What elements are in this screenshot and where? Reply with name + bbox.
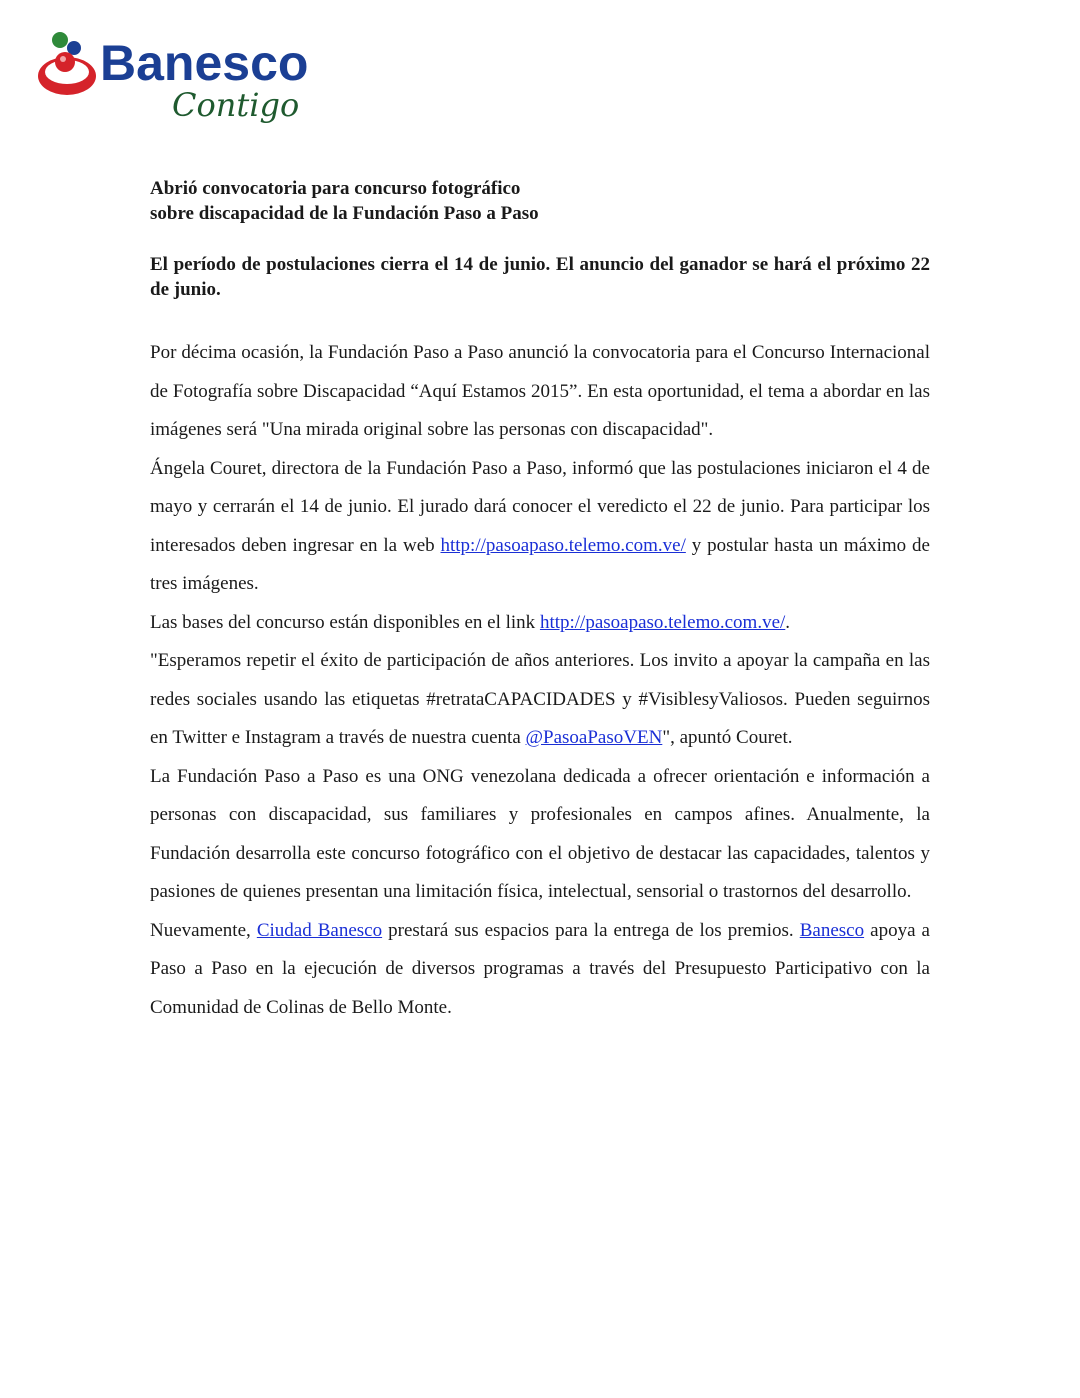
headline-line-1: Abrió convocatoria para concurso fotográfico bbox=[150, 178, 521, 199]
paragraph-2-after: y postular hasta un máximo de tres imágenes. bbox=[150, 534, 930, 594]
ciudad-banesco-link[interactable]: Ciudad Banesco bbox=[256, 919, 383, 941]
paragraph-3 bbox=[150, 604, 930, 643]
paragraph-5: La Fundación Paso a Paso es una ONG venezolana dedicada a ofrecer orientación e información a personas con discapacidad, sus familiares y profesionales en campos afines. Anualmente, la Fundación desarrolla este concurso fotográfico con el objetivo de destacar las capacidades, talentos y pasiones de quienes presentan una limitación física, intelectual, sensorial o trastornos del desarrollo. bbox=[150, 765, 930, 902]
paragraph-3-after: . bbox=[785, 611, 791, 633]
paragraph-1: Por décima ocasión, la Fundación Paso a Paso anunció la convocatoria para el Concurso Internacional de Fotografía sobre Discapacidad “Aquí Estamos 2015”. En esta oportunidad, el tema a abordar en las imágenes será "Una mirada original sobre las personas con discapacidad". bbox=[150, 342, 930, 440]
banesco-emblem-icon bbox=[38, 32, 96, 95]
subheadline: El período de postulaciones cierra el 14 de junio. El anuncio del ganador se hará el próximo 22 de junio. bbox=[150, 254, 930, 300]
banesco-logo bbox=[34, 28, 364, 138]
pasoapasoven-link[interactable]: @PasoaPasoVEN bbox=[525, 727, 663, 748]
paragraph-6 bbox=[150, 912, 930, 1028]
logo-tagline-text: Contigo bbox=[172, 86, 300, 124]
pasoapaso-link[interactable]: http://pasoapaso.telemo.com.ve/ bbox=[440, 534, 686, 556]
bases-link[interactable]: http://pasoapaso.telemo.com.ve/ bbox=[539, 611, 786, 633]
paragraph-4-text: "Esperamos repetir el éxito de participación de años anteriores. Los invito a apoyar la campaña en las redes sociales usando las etiquetas #retrataCAPACIDADES y #VisiblesyValiosos. Pueden seguirnos en Twitter e Instagram a través de nuestra cuenta bbox=[150, 650, 930, 748]
logo-brand-text: Banesco bbox=[100, 35, 309, 91]
article-body bbox=[150, 334, 930, 1027]
headline bbox=[150, 176, 930, 226]
paragraph-6-after: apoya a Paso a Paso en la ejecución de diversos programas a través del Presupuesto Participativo con la Comunidad de Colinas de Bello Monte. bbox=[150, 919, 930, 1018]
paragraph-6-text: Nuevamente, bbox=[150, 919, 257, 941]
banesco-link[interactable]: Banesco bbox=[799, 919, 865, 941]
headline-line-2: sobre discapacidad de la Fundación Paso a Paso bbox=[150, 203, 539, 224]
paragraph-4 bbox=[150, 642, 930, 758]
paragraph-2 bbox=[150, 450, 930, 604]
paragraph-6-mid: prestará sus espacios para la entrega de los premios. bbox=[382, 919, 800, 941]
paragraph-4-after: ", apuntó Couret. bbox=[662, 727, 793, 748]
paragraph-2-text: Ángela Couret, directora de la Fundación Paso a Paso, informó que las postulaciones iniciaron el 4 de mayo y cerrarán el 14 de junio. El jurado dará conocer el veredicto el 22 de junio. Para participar los interesados deben ingresar en la web bbox=[150, 457, 930, 556]
paragraph-3-text: Las bases del concurso están disponibles en el link bbox=[150, 611, 540, 633]
